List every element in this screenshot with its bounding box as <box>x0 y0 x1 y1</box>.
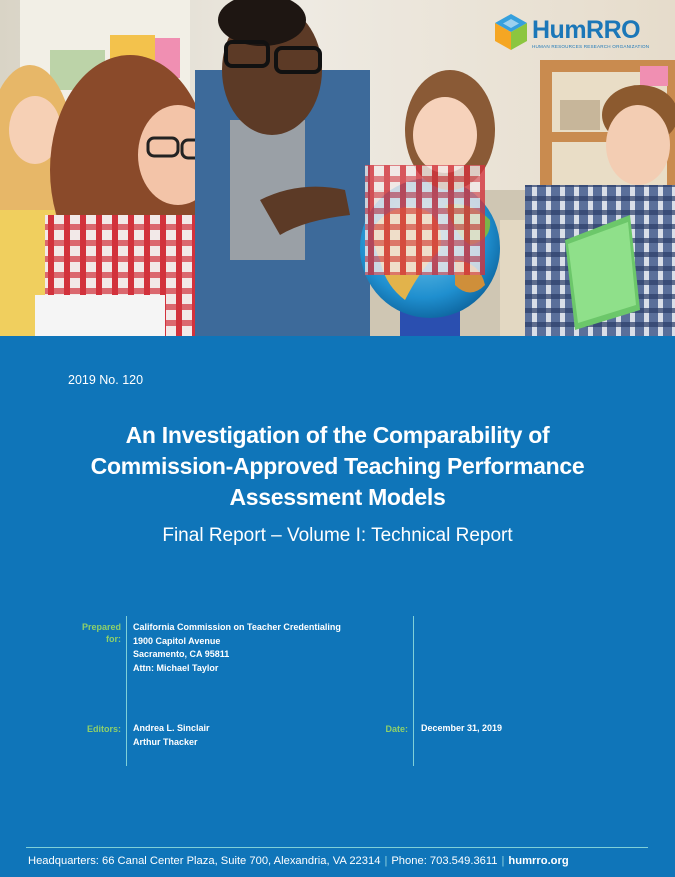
prepared-for-address <box>133 621 341 675</box>
editor-name: Andrea L. Sinclair <box>133 723 210 733</box>
cover-panel <box>0 336 675 877</box>
address-line: Sacramento, CA 95811 <box>133 649 230 659</box>
cube-logo-icon <box>494 13 528 51</box>
report-subtitle: Final Report – Volume I: Technical Report <box>162 525 513 546</box>
divider-right <box>413 616 414 766</box>
prepared-label-line: for: <box>106 634 121 644</box>
footer-phone: Phone: 703.549.3611 <box>391 855 498 867</box>
footer-separator: | <box>501 855 505 867</box>
logo-tagline: HUMAN RESOURCES RESEARCH ORGANIZATION <box>532 44 650 49</box>
report-title-line: Commission-Approved Teaching Performance <box>90 453 585 479</box>
footer-separator: | <box>384 855 388 867</box>
editor-name: Arthur Thacker <box>133 736 198 747</box>
prepared-label-line: Prepared <box>81 622 121 632</box>
editors-list <box>133 722 210 749</box>
address-line: Attn: Michael Taylor <box>133 662 219 673</box>
humrro-logo <box>494 13 664 53</box>
address-line: California Commission on Teacher Credentialing <box>133 622 341 632</box>
footer-website-link[interactable]: humrro.org <box>508 855 569 867</box>
classroom-photo <box>0 0 675 336</box>
report-title-line: An Investigation of the Comparability of <box>125 422 550 448</box>
report-title <box>0 420 675 513</box>
divider-left <box>126 616 127 766</box>
date-label: Date: <box>385 724 408 734</box>
footer-contact <box>28 855 569 867</box>
editors-label: Editors: <box>86 724 121 734</box>
footer-address: Headquarters: 66 Canal Center Plaza, Suite 700, Alexandria, VA 22314 <box>28 855 381 867</box>
logo-wordmark: HumRRO <box>532 16 641 44</box>
date-value: December 31, 2019 <box>421 723 503 733</box>
footer-divider <box>26 847 648 848</box>
address-line: 1900 Capitol Avenue <box>133 635 221 646</box>
report-title-line: Assessment Models <box>229 484 446 510</box>
prepared-for-label <box>40 621 121 645</box>
report-number: 2019 No. 120 <box>68 373 144 387</box>
